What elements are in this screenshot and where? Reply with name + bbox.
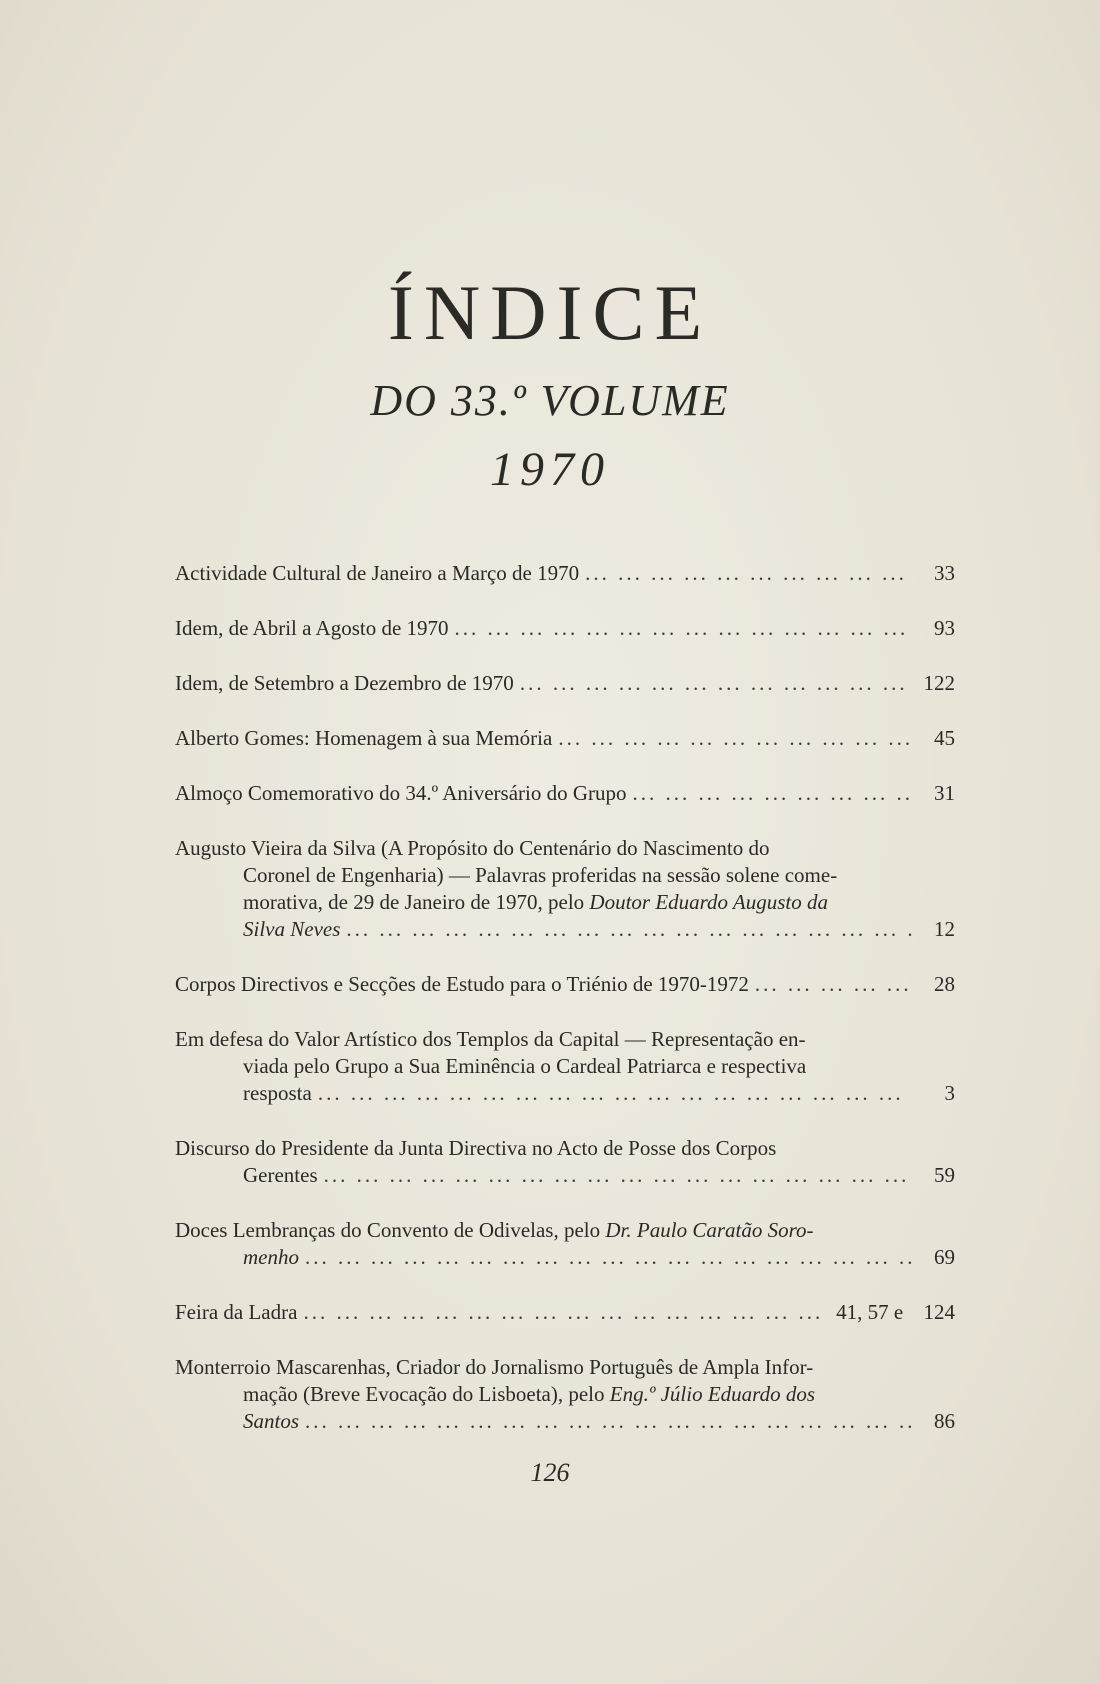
entry-title: Feira da Ladra xyxy=(175,1300,298,1324)
index-entry xyxy=(175,1026,955,1107)
entry-line xyxy=(175,1162,955,1189)
entry-line xyxy=(175,1053,955,1080)
leader-dots xyxy=(558,725,913,752)
entry-line xyxy=(175,1217,955,1244)
entry-page: 86 xyxy=(934,1409,955,1433)
leader-dots xyxy=(585,560,913,587)
leader-dots xyxy=(755,971,913,998)
leader-dots xyxy=(324,1162,913,1189)
leader-dots xyxy=(455,615,913,642)
leader-dots xyxy=(633,780,913,807)
index-entry xyxy=(175,1354,955,1435)
entry-pages-extra: 41, 57 e xyxy=(836,1300,904,1324)
entry-title: Idem, de Setembro a Dezembro de 1970 xyxy=(175,671,514,695)
entry-title-cont: Coronel de Engenharia) — Palavras proferidas na sessão solene come- xyxy=(243,863,838,887)
entry-page: 93 xyxy=(934,616,955,640)
volume-subtitle: DO 33.º VOLUME xyxy=(370,376,730,425)
index-entries xyxy=(175,560,955,1463)
index-entry xyxy=(175,1299,955,1326)
entry-author: Eng.º Júlio Eduardo dos xyxy=(609,1382,815,1406)
entry-page: 28 xyxy=(934,972,955,996)
entry-page: 59 xyxy=(934,1163,955,1187)
entry-author: menho xyxy=(243,1245,299,1269)
entry-title-cont: morativa, de 29 de Janeiro de 1970, pelo xyxy=(243,890,585,914)
entry-line xyxy=(175,1244,955,1271)
index-entry xyxy=(175,835,955,943)
entry-page: 12 xyxy=(934,917,955,941)
page-number: 126 xyxy=(530,1458,570,1487)
entry-title: Discurso do Presidente da Junta Directiva no Acto de Posse dos Corpos xyxy=(175,1136,777,1160)
entry-line xyxy=(175,889,955,916)
entry-title: Actividade Cultural de Janeiro a Março de 1970 xyxy=(175,561,580,585)
entry-title-cont: Gerentes xyxy=(243,1163,318,1187)
index-entry xyxy=(175,725,955,752)
entry-author: Santos xyxy=(243,1409,300,1433)
index-entry xyxy=(175,1135,955,1189)
entry-page: 31 xyxy=(934,781,955,805)
entry-title: Monterroio Mascarenhas, Criador do Jornalismo Português de Ampla Infor- xyxy=(175,1355,814,1379)
entry-page: 69 xyxy=(934,1245,955,1269)
entry-title-cont: mação (Breve Evocação do Lisboeta), pelo xyxy=(243,1382,605,1406)
index-entry xyxy=(175,560,955,587)
entry-title-cont: viada pelo Grupo a Sua Eminência o Cardeal Patriarca e respectiva xyxy=(243,1054,807,1078)
entry-author: Doutor Eduardo Augusto da xyxy=(589,890,829,914)
entry-line xyxy=(175,1080,955,1107)
leader-dots xyxy=(346,916,913,943)
entry-title: Almoço Comemorativo do 34.º Aniversário do Grupo xyxy=(175,781,627,805)
entry-author: Dr. Paulo Caratão Soro- xyxy=(605,1218,814,1242)
index-entry xyxy=(175,1217,955,1271)
entry-author: Silva Neves xyxy=(243,917,341,941)
volume-year: 1970 xyxy=(490,443,610,496)
entry-line xyxy=(175,1408,955,1435)
entry-line xyxy=(175,1354,955,1381)
entry-title-cont: resposta xyxy=(243,1081,312,1105)
leader-dots xyxy=(305,1408,913,1435)
entry-title: Idem, de Abril a Agosto de 1970 xyxy=(175,616,449,640)
entry-line xyxy=(175,862,955,889)
index-entry xyxy=(175,615,955,642)
entry-page: 3 xyxy=(944,1081,955,1105)
entry-line xyxy=(175,1135,955,1162)
index-entry xyxy=(175,670,955,697)
entry-title: Corpos Directivos e Secções de Estudo para o Triénio de 1970-1972 xyxy=(175,972,749,996)
entry-title: Alberto Gomes: Homenagem à sua Memória xyxy=(175,726,553,750)
entry-title: Doces Lembranças do Convento de Odivelas, pelo xyxy=(175,1218,601,1242)
entry-title: Augusto Vieira da Silva (A Propósito do Centenário do Nascimento do xyxy=(175,836,770,860)
entry-page: 122 xyxy=(923,671,955,695)
leader-dots xyxy=(318,1080,913,1107)
entry-line xyxy=(175,1026,955,1053)
entry-line xyxy=(175,916,955,943)
entry-title: Em defesa do Valor Artístico dos Templos da Capital — Representação en- xyxy=(175,1027,806,1051)
index-entry xyxy=(175,971,955,998)
leader-dots xyxy=(305,1244,913,1271)
leader-dots xyxy=(303,1299,830,1326)
entry-page: 33 xyxy=(934,561,955,585)
entry-line xyxy=(175,835,955,862)
entry-page: 124 xyxy=(923,1300,955,1324)
index-entry xyxy=(175,780,955,807)
entry-page: 45 xyxy=(934,726,955,750)
index-title: ÍNDICE xyxy=(387,269,713,356)
entry-line xyxy=(175,1381,955,1408)
leader-dots xyxy=(520,670,913,697)
